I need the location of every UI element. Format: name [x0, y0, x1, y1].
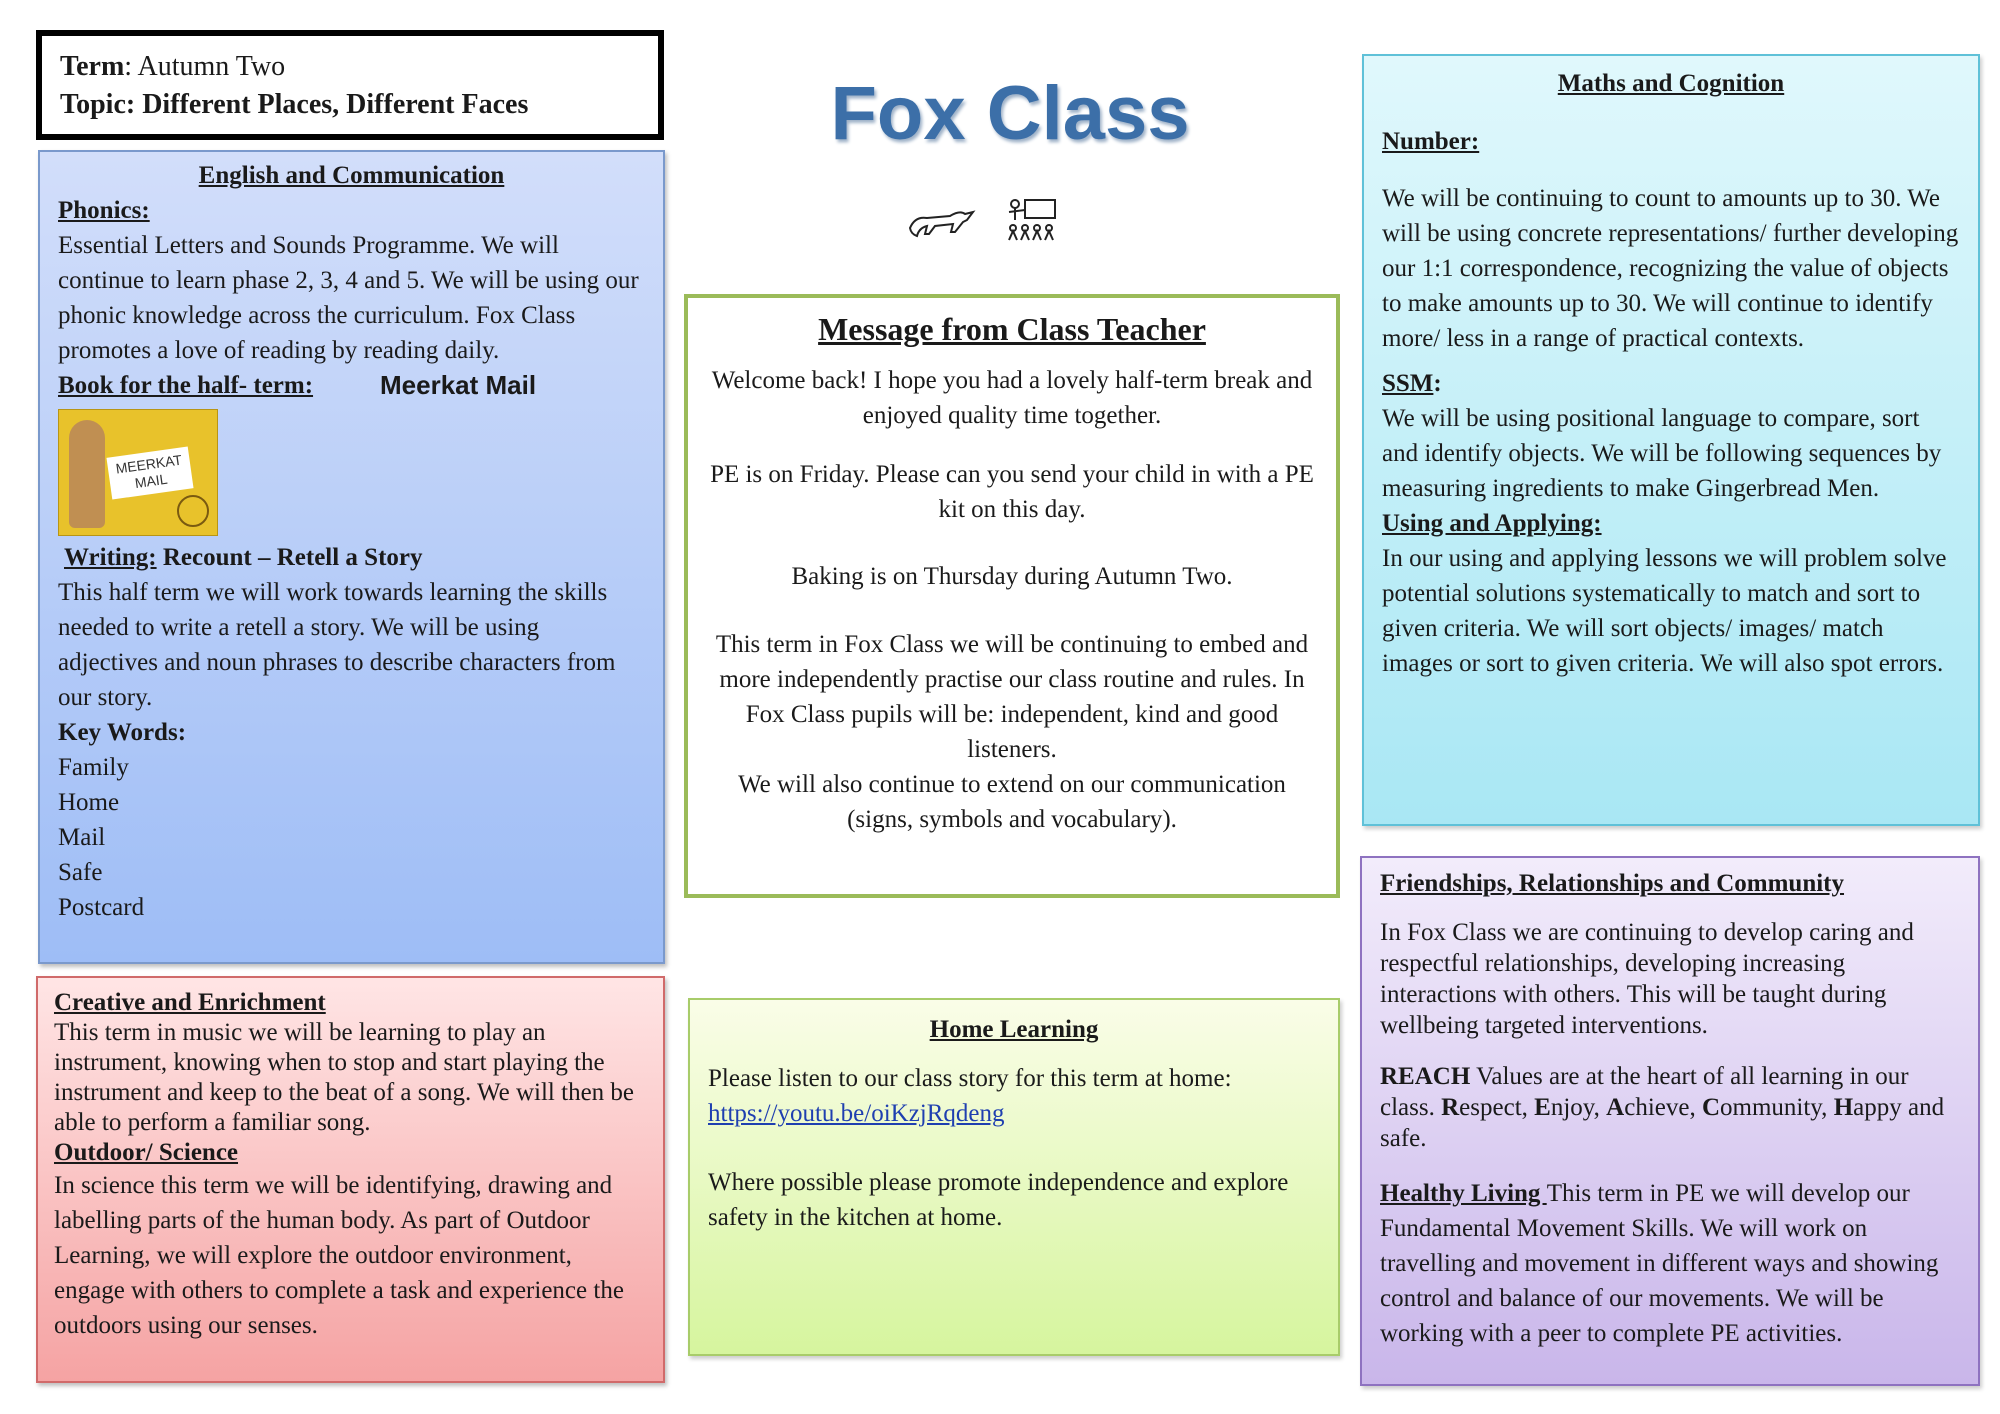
- writing-line: Writing: Recount – Retell a Story: [64, 544, 423, 571]
- fox-symbol-icon: [910, 212, 973, 236]
- topic-line: Topic: Different Places, Different Faces: [60, 89, 529, 120]
- music-text: This term in music we will be learning to play an instrument, knowing when to stop and start playing the instrument and keep to the beat of a song. We will then be able to perform a familiar song.: [54, 1019, 635, 1136]
- number-text: We will be continuing to count to amounts up to 30. We will be using concrete representations/ further developing our 1:1 correspondence, recognizing the value of objects to make amounts up to 30. We will continue to identify more/ less in a range of practical contexts.: [1382, 185, 1959, 352]
- creative-enrichment-panel: [36, 976, 665, 1383]
- message-paragraph: This term in Fox Class we will be continuing to embed and more independently practise our class routine and rules. In Fox Class pupils will be: independent, kind and good listeners.: [715, 631, 1309, 763]
- term-topic-box: [36, 30, 664, 140]
- class-symbols: [905, 198, 1105, 248]
- meerkat-figure: [69, 420, 105, 528]
- teacher-message-panel: [684, 294, 1340, 898]
- term-line: Term: Autumn Two: [60, 51, 286, 82]
- maths-heading: Maths and Cognition: [1557, 70, 1785, 97]
- number-label: Number:: [1382, 128, 1480, 155]
- key-word: Family: [58, 754, 129, 781]
- creative-heading: Creative and Enrichment: [54, 989, 326, 1016]
- message-paragraph: We will also continue to extend on our communication (signs, symbols and vocabulary).: [738, 771, 1286, 833]
- class-story-link[interactable]: https://youtu.be/oiKzjRqdeng: [708, 1100, 1005, 1127]
- writing-text: This half term we will work towards learning the skills needed to write a retell a story. We will be using adjectives and noun phrases to describe characters from our story.: [58, 579, 616, 711]
- phonics-text: Essential Letters and Sounds Programme. We will continue to learn phase 2, 3, 4 and 5. We will be using our phonic knowledge across the curriculum. Fox Class promotes a love of reading by reading daily.: [58, 232, 639, 364]
- stamp-decoration: [177, 495, 209, 527]
- using-applying-text: In our using and applying lessons we will problem solve potential solutions systematically to match and sort to given criteria. We will sort objects/ images/ match images or sort to given criteria. We will also spot errors.: [1382, 545, 1947, 677]
- class-group-symbol-icon: [1009, 200, 1055, 240]
- using-applying-label: Using and Applying:: [1382, 510, 1602, 537]
- home-learning-heading: Home Learning: [929, 1016, 1099, 1043]
- maths-cognition-panel: [1362, 54, 1980, 826]
- phonics-label: Phonics:: [58, 197, 150, 224]
- ssm-line: SSM:: [1382, 370, 1442, 397]
- key-word: Postcard: [58, 894, 145, 921]
- page-title: Fox Class: [830, 71, 1190, 156]
- message-paragraph: Welcome back! I hope you had a lovely half-term break and enjoyed quality time together.: [711, 367, 1313, 429]
- reach-text: REACH Values are at the heart of all learning in our class. Respect, Enjoy, Achieve, Community, Happy and safe.: [1380, 1063, 1945, 1152]
- friendships-community-panel: [1360, 856, 1980, 1386]
- book-cover-title: MEERKAT MAIL: [106, 446, 193, 499]
- message-paragraph: Baking is on Thursday during Autumn Two.: [791, 563, 1233, 590]
- outdoor-heading: Outdoor/ Science: [54, 1139, 239, 1166]
- english-communication-panel: [38, 150, 665, 964]
- outdoor-text: In science this term we will be identifying, drawing and labelling parts of the human body. As part of Outdoor Learning, we will explore the outdoor environment, engage with others to complete a task and experience the outdoors using our senses.: [54, 1172, 624, 1339]
- english-heading: English and Communication: [198, 162, 505, 189]
- book-line: Book for the half- term: Meerkat Mail: [58, 368, 645, 403]
- key-word: Mail: [58, 824, 106, 851]
- home-learning-intro: Please listen to our class story for this term at home:: [708, 1065, 1232, 1092]
- friendships-text: In Fox Class we are continuing to develop caring and respectful relationships, developing increasing interactions with others. This will be taught during wellbeing targeted interventions.: [1380, 919, 1914, 1039]
- key-word: Home: [58, 789, 120, 816]
- home-learning-text: Where possible please promote independence and explore safety in the kitchen at home.: [708, 1169, 1289, 1231]
- message-heading: Message from Class Teacher: [818, 311, 1206, 347]
- key-words-label: Key Words:: [58, 719, 187, 746]
- message-paragraph: PE is on Friday. Please can you send your child in with a PE kit on this day.: [710, 461, 1314, 523]
- healthy-living-text: Healthy Living This term in PE we will develop our Fundamental Movement Skills. We will work on travelling and movement in different ways and showing control and balance of our movements. We will be working with a peer to complete PE activities.: [1380, 1180, 1939, 1347]
- book-cover-image: [58, 409, 218, 536]
- ssm-text: We will be using positional language to compare, sort and identify objects. We will be following sequences by measuring ingredients to make Gingerbread Men.: [1382, 405, 1942, 502]
- key-word: Safe: [58, 859, 103, 886]
- book-title: Meerkat Mail: [380, 370, 537, 400]
- home-learning-panel: [688, 998, 1340, 1356]
- friendships-heading: Friendships, Relationships and Community: [1380, 870, 1845, 897]
